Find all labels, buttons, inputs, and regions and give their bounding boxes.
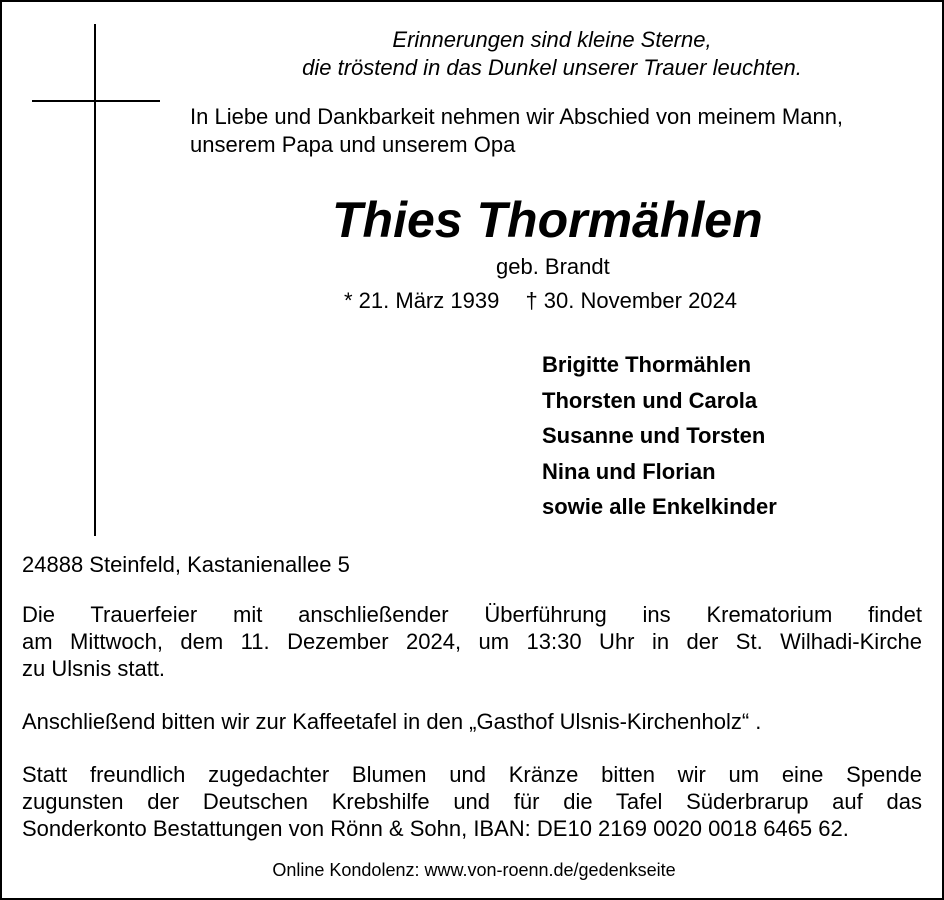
intro-line: In Liebe und Dankbarkeit nehmen wir Abschied von meinem Mann, [190,104,844,129]
coffee-paragraph [22,708,922,735]
coffee-line: Anschließend bitten wir zur Kaffeetafel in den „Gasthof Ulsnis-Kirchenholz“ . [22,709,762,734]
life-dates [344,287,737,315]
intro-line: unserem Papa und unserem Opa [190,132,516,157]
birth-date: * 21. März 1939 [344,288,500,313]
quote-line: die tröstend in das Dunkel unserer Trauer leuchten. [302,55,802,80]
online-condolence-link[interactable]: Online Kondolenz: www.von-roenn.de/gedenkseite [272,860,676,880]
farewell-intro [190,103,926,159]
family-member: Brigitte Thormählen [542,352,752,377]
ceremony-line: zu Ulsnis statt. [22,656,166,681]
quote-line: Erinnerungen sind kleine Sterne, [392,27,712,52]
family-member: Susanne und Torsten [542,423,766,448]
donation-line: Sonderkonto Bestattungen von Rönn & Sohn, IBAN: DE10 2169 0020 0018 6465 62. [22,816,849,841]
address: 24888 Steinfeld, Kastanienallee 5 [22,552,350,577]
donation-paragraph [22,761,922,842]
memorial-quote [192,26,912,82]
ceremony-paragraph [22,601,922,682]
birth-name: geb. Brandt [496,254,610,279]
donation-line: zugunsten der Deutschen Krebshilfe und für die Tafel Süderbrarup auf das [22,789,922,814]
death-date: † 30. November 2024 [525,288,738,313]
family-member: Nina und Florian [542,458,716,484]
family-member: sowie alle Enkelkinder [542,494,777,519]
deceased-name: Thies Thormählen [332,192,763,248]
donation-line: Statt freundlich zugedachter Blumen und Kränze bitten wir um eine Spende [22,762,922,787]
ceremony-line: Die Trauerfeier mit anschließender Überführung ins Krematorium findet [22,602,922,627]
cross-icon-bar [32,100,160,102]
ceremony-line: am Mittwoch, dem 11. Dezember 2024, um 13:30 Uhr in der St. Wilhadi-Kirche [22,629,922,654]
family-list [542,347,777,525]
family-member: Thorsten und Carola [542,387,758,413]
